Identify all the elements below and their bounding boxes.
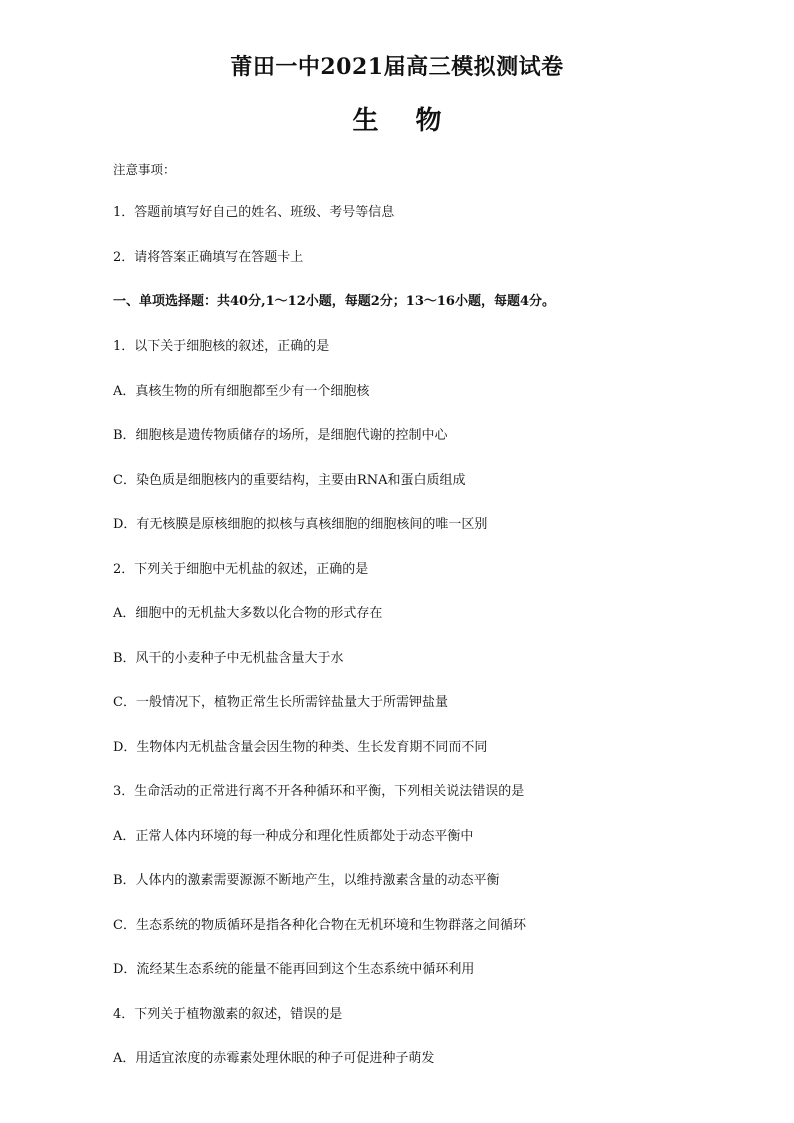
option-d: D．流经某生态系统的能量不能再回到这个生态系统中循环利用 bbox=[113, 962, 475, 977]
option-c: C．一般情况下，植物正常生长所需锌盐量大于所需钾盐量 bbox=[113, 695, 448, 710]
option-b: B．人体内的激素需要源源不断地产生，以维持激素含量的动态平衡 bbox=[113, 873, 500, 888]
option-a: A．用适宜浓度的赤霉素处理休眠的种子可促进种子萌发 bbox=[113, 1051, 435, 1066]
question-stem: 2．下列关于细胞中无机盐的叙述，正确的是 bbox=[113, 562, 369, 577]
option-d: D．生物体内无机盐含量会因生物的种类、生长发育期不同而不同 bbox=[113, 740, 488, 755]
option-a: A．真核生物的所有细胞都至少有一个细胞核 bbox=[113, 384, 370, 399]
option-c: C．染色质是细胞核内的重要结构，主要由RNA和蛋白质组成 bbox=[113, 473, 466, 488]
option-a: A．正常人体内环境的每一种成分和理化性质都处于动态平衡中 bbox=[113, 829, 474, 844]
question-stem: 3．生命活动的正常进行离不开各种循环和平衡，下列相关说法错误的是 bbox=[113, 784, 525, 799]
note-item: 1．答题前填写好自己的姓名、班级、考号等信息 bbox=[113, 205, 395, 220]
subject-title: 生 物 bbox=[352, 106, 456, 136]
section-heading: 一、单项选择题：共40分,1～12小题，每题2分；13～16小题，每题4分。 bbox=[113, 294, 556, 309]
question-stem: 1．以下关于细胞核的叙述，正确的是 bbox=[113, 339, 330, 354]
question-stem: 4．下列关于植物激素的叙述，错误的是 bbox=[113, 1007, 343, 1022]
option-b: B．风干的小麦种子中无机盐含量大于水 bbox=[113, 651, 344, 666]
page-title: 莆田一中2021届高三模拟测试卷 bbox=[230, 54, 564, 80]
note-item: 2．请将答案正确填写在答题卡上 bbox=[113, 250, 304, 265]
notes-heading: 注意事项： bbox=[113, 162, 176, 177]
option-a: A．细胞中的无机盐大多数以化合物的形式存在 bbox=[113, 606, 383, 621]
option-b: B．细胞核是遗传物质储存的场所，是细胞代谢的控制中心 bbox=[113, 428, 448, 443]
option-c: C．生态系统的物质循环是指各种化合物在无机环境和生物群落之间循环 bbox=[113, 918, 526, 933]
option-d: D．有无核膜是原核细胞的拟核与真核细胞的细胞核间的唯一区别 bbox=[113, 517, 488, 532]
